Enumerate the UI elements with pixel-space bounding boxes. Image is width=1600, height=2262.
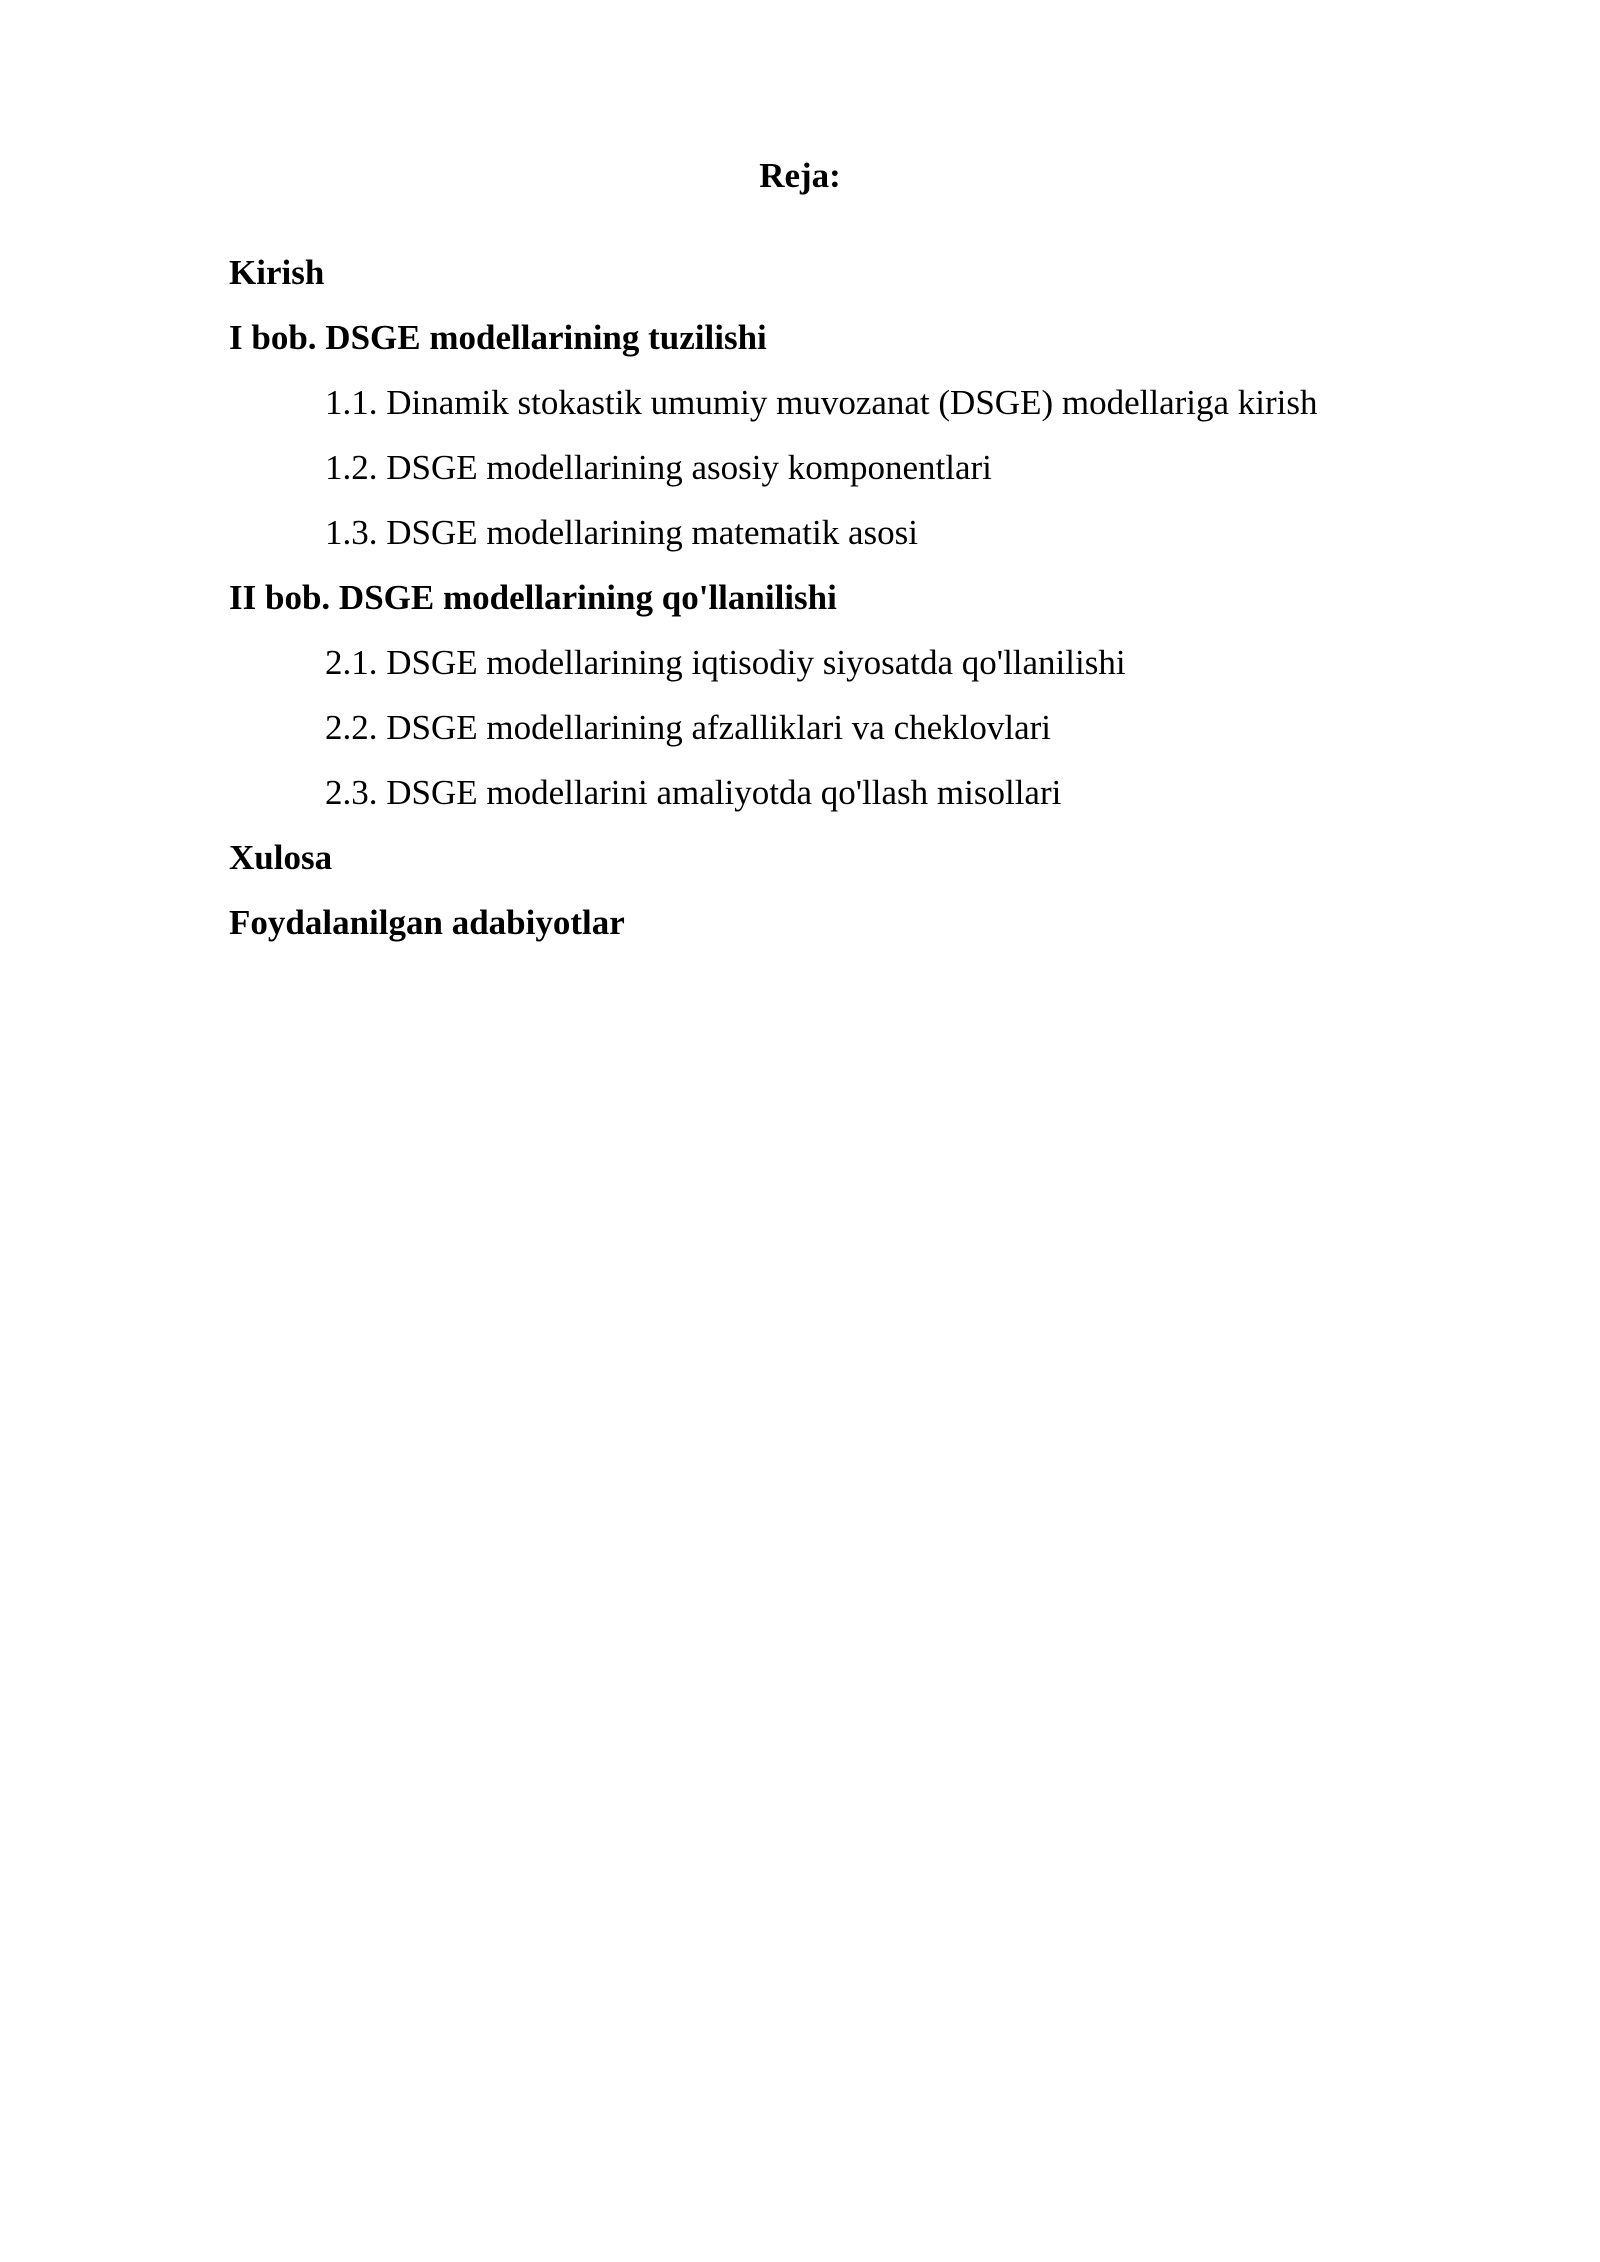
toc-chapter-2: II bob. DSGE modellarining qo'llanilishi <box>229 578 837 617</box>
table-of-contents <box>229 249 1479 964</box>
toc-entry-conclusion: Xulosa <box>229 838 333 877</box>
toc-section-2-1: 2.1. DSGE modellarining iqtisodiy siyosatda qo'llanilishi <box>325 643 1126 682</box>
toc-entry-introduction: Kirish <box>229 253 325 292</box>
toc-chapter-1: I bob. DSGE modellarining tuzilishi <box>229 318 767 357</box>
toc-entry-references: Foydalanilgan adabiyotlar <box>229 903 625 942</box>
page-title: Reja: <box>759 156 841 195</box>
toc-section-1-3: 1.3. DSGE modellarining matematik asosi <box>325 513 918 552</box>
toc-section-2-2: 2.2. DSGE modellarining afzalliklari va cheklovlari <box>325 708 1052 747</box>
toc-section-2-3: 2.3. DSGE modellarini amaliyotda qo'llash misollari <box>325 773 1062 812</box>
toc-section-1-2: 1.2. DSGE modellarining asosiy komponentlari <box>325 448 992 487</box>
toc-section-1-1: 1.1. Dinamik stokastik umumiy muvozanat (DSGE) modellariga kirish <box>325 383 1318 422</box>
